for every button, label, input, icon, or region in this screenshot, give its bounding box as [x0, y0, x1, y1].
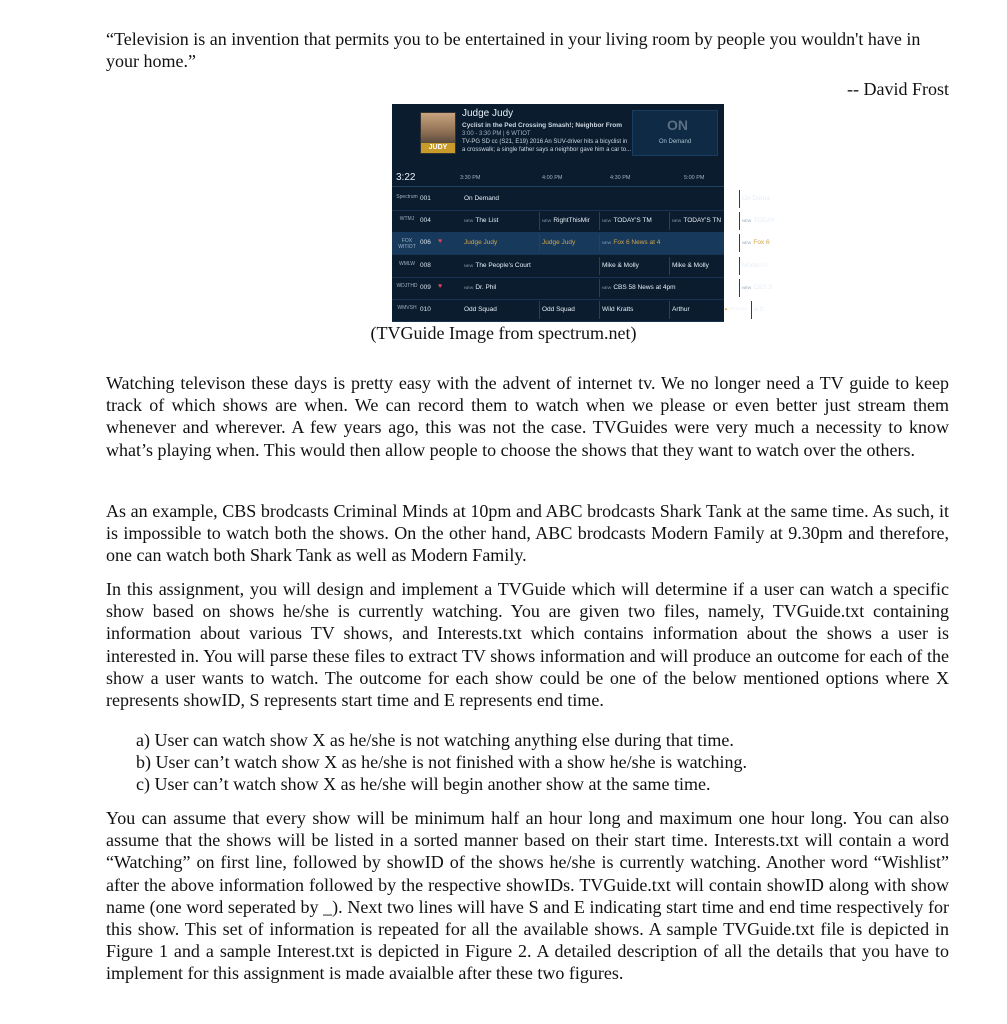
time-slot: 4:00 PM [542, 175, 563, 181]
new-tag: NEW [742, 240, 752, 246]
program-title: Arthur [672, 306, 690, 313]
new-tag: NEW [602, 240, 612, 246]
program-cells [452, 210, 776, 232]
paragraph: As an example, CBS brodcasts Criminal Minds at 10pm and ABC brodcasts Shark Tank at the same time. As such, it is impossible to watch both the shows. On the other hand, ABC brodcasts Modern Family at 9.30pm and therefore, one can watch both Shark Tank as well as Modern Family. [106, 501, 949, 566]
cell-divider [669, 257, 670, 275]
time-slot: 5:00 PM [684, 175, 705, 181]
program-cell[interactable] [742, 217, 784, 224]
show-description: a crosswalk; a single father says a neighbor gave him a car to... [462, 147, 632, 153]
new-tag: NEW [672, 218, 682, 224]
table-row[interactable] [392, 255, 768, 278]
options-label: OPTIONS [729, 306, 748, 311]
program-title: Wild Kratts [602, 306, 634, 313]
program-cell[interactable] [742, 195, 784, 202]
channel-logo: WDJTHD [396, 282, 418, 289]
program-cells [452, 299, 764, 321]
cell-divider [739, 212, 740, 230]
program-cells [452, 188, 770, 210]
figure-caption: (TVGuide Image from spectrum.net) [370, 323, 637, 343]
channel-number: 006 [420, 239, 431, 247]
program-cell[interactable] [464, 306, 540, 313]
cell-divider [539, 301, 540, 319]
cell-divider [599, 301, 600, 319]
options-button[interactable] [724, 306, 754, 311]
program-title: Odd Squad [542, 306, 575, 313]
tvguide-show-details [392, 104, 724, 170]
program-cell[interactable] [602, 239, 740, 246]
channel-number: 009 [420, 283, 431, 291]
program-title: CBS 5 [753, 283, 773, 291]
program-cell[interactable] [754, 306, 784, 313]
program-cell[interactable] [672, 217, 740, 224]
new-tag: NEW [742, 284, 752, 290]
current-time: 3:22 [396, 172, 416, 183]
cell-divider [539, 234, 540, 252]
program-cell[interactable] [464, 239, 540, 246]
on-demand-label: On Demand [658, 139, 692, 145]
time-bar [392, 170, 724, 187]
program-title: RightThisMir [553, 217, 590, 225]
cell-divider [669, 212, 670, 230]
program-title: Modern I [742, 261, 768, 269]
list-item: c) User can’t watch show X as he/she will begin another show at the same time. [136, 774, 711, 794]
channel-logo: WMVSH [397, 305, 417, 311]
program-cells [452, 277, 773, 299]
program-title: The People's Court [475, 261, 531, 269]
program-title: TODAY'S TN [683, 217, 722, 225]
program-title: TODAY'S TM [613, 217, 652, 225]
program-title: Dr. Phil [475, 283, 497, 291]
program-title: Odd Squad [464, 306, 497, 313]
program-cell[interactable] [602, 306, 670, 313]
program-cell[interactable] [602, 284, 740, 291]
program-title: CBS 58 News at 4pm [613, 283, 676, 291]
warning-triangle-icon: ▲ [724, 306, 730, 311]
program-cells [452, 232, 770, 254]
table-row[interactable] [392, 210, 776, 233]
table-row[interactable] [392, 299, 764, 322]
show-time-channel: 3:00 - 3:30 PM | 6 WTIOT [462, 131, 531, 137]
new-tag: NEW [742, 218, 752, 224]
program-title: Fox 6 News at 4 [613, 239, 661, 247]
program-title: Judge Judy [464, 239, 498, 247]
show-meta: TV-PG SD cc (S21, E19) 2016 An SUV-driver hits a bicyclist in [462, 139, 628, 145]
table-row[interactable] [392, 188, 770, 211]
cell-divider [539, 212, 540, 230]
new-tag: NEW [602, 218, 612, 224]
channel-logo: Spectrum [396, 194, 418, 200]
episode-title: Cyclist in the Ped Crossing Smash!; Neighbor From [462, 122, 622, 129]
program-cell[interactable] [464, 217, 540, 224]
cell-divider [739, 190, 740, 208]
channel-number: 008 [420, 261, 431, 269]
cell-divider [739, 279, 740, 297]
program-cells [452, 255, 768, 277]
quote-text: “Television is an invention that permits you to be entertained in your living room by people you wouldn't have in your home.” [106, 29, 921, 71]
channel-number: 001 [420, 195, 431, 202]
program-title: Fox 6 [753, 239, 770, 247]
new-tag: NEW [542, 218, 552, 224]
program-cell[interactable] [464, 284, 602, 291]
paragraph: In this assignment, you will design and implement a TVGuide which will determine if a user can watch a specific show based on shows he/she is currently watching. You are given two files, namely, TVGuide.txt containing information about various TV shows, and Interests.txt which contains information about the shows a user is interested in. You will parse these files to extract TV shows information and will produce an outcome for each of the show a user wants to watch. The outcome for each show could be one of the below mentioned options where X represents showID, S represents start time and E represents end time. [106, 579, 949, 711]
program-title: On Dema [742, 195, 770, 202]
new-tag: NEW [464, 218, 474, 224]
channel-logo: FOX WITIOT [398, 238, 416, 251]
program-title: Judge Judy [542, 239, 576, 247]
favorite-heart-icon: ♥ [438, 282, 443, 290]
cell-divider [599, 257, 600, 275]
program-cell[interactable] [672, 306, 732, 313]
program-cell[interactable] [672, 262, 740, 269]
list-item: b) User can’t watch show X as he/she is not finished with a show he/she is watching. [136, 752, 748, 772]
program-title: a S [754, 306, 764, 313]
on-demand-tile[interactable] [632, 110, 718, 156]
program-cell[interactable] [602, 217, 672, 224]
program-cell[interactable] [742, 239, 784, 246]
program-cell[interactable] [742, 262, 784, 269]
show-title: Judge Judy [462, 108, 514, 119]
program-cell[interactable] [464, 195, 584, 202]
tvguide-figure [392, 104, 776, 322]
program-title: The List [475, 217, 499, 225]
channel-number: 010 [420, 306, 431, 313]
on-demand-icon: ON [667, 117, 688, 133]
program-title: On Demand [464, 195, 500, 202]
cell-divider [669, 301, 670, 319]
cell-divider [739, 257, 740, 275]
cell-divider [599, 279, 600, 297]
channel-number: 004 [420, 217, 431, 225]
cell-divider [599, 212, 600, 230]
favorite-heart-icon: ♥ [438, 238, 443, 246]
cell-divider [599, 234, 600, 252]
quote-author: -- David Frost [847, 79, 949, 99]
channel-logo: WTMJ [399, 216, 415, 223]
channel-logo: WMLW [398, 260, 415, 267]
program-cell[interactable] [742, 284, 784, 291]
list-item: a) User can watch show X as he/she is not watching anything else during that time. [136, 730, 734, 750]
time-slot: 4:30 PM [610, 175, 631, 181]
program-cell[interactable] [464, 262, 602, 269]
paragraph: You can assume that every show will be minimum half an hour long and maximum one hour long. You can also assume that the shows will be listed in a sorted manner based on their start time. Interests.txt will contain a word “Watching” on first line, followed by showID of the shows he/she is currently watching. Another word “Wishlist” after the above information followed by the respective showIDs. TVGuide.txt will contain showID along with show name (one word seperated by _). Next two lines will have S and E indicating start time and end time respectively for this show. This set of information is repeated for all the available shows. A sample TVGuide.txt file is depicted in Figure 1 and a sample Interest.txt is depicted in Figure 2. A detailed description of all the details that you have to implement for this assignment is made avaialble after these two figures. [106, 808, 949, 984]
new-tag: NEW [464, 284, 474, 290]
table-row[interactable] [392, 277, 773, 300]
program-title: Mike & Molly [602, 261, 639, 269]
new-tag: NEW [602, 284, 612, 290]
table-row[interactable] [392, 232, 770, 255]
thumbnail-label: JUDY [421, 143, 455, 153]
new-tag: NEW [464, 262, 474, 268]
program-cell[interactable] [542, 239, 602, 246]
cell-divider [739, 234, 740, 252]
program-cell[interactable] [602, 262, 670, 269]
time-slot: 3:30 PM [460, 175, 481, 181]
program-title: Mike & Molly [672, 261, 709, 269]
paragraph: Watching televison these days is pretty easy with the advent of internet tv. We no longer need a TV guide to keep track of which shows are when. We can record them to watch when we please or even better just stream them whenever and wherever. A few years ago, this was not the case. TVGuides were very much a necessity to know what’s playing when. This would then allow people to choose the shows that they want to watch over the others. [106, 373, 949, 460]
show-thumbnail [420, 112, 456, 154]
quote-block [106, 28, 949, 100]
program-cell[interactable] [542, 306, 602, 313]
program-title: TODAY [753, 217, 776, 225]
outcome-list [136, 729, 949, 795]
program-cell[interactable] [542, 217, 602, 224]
